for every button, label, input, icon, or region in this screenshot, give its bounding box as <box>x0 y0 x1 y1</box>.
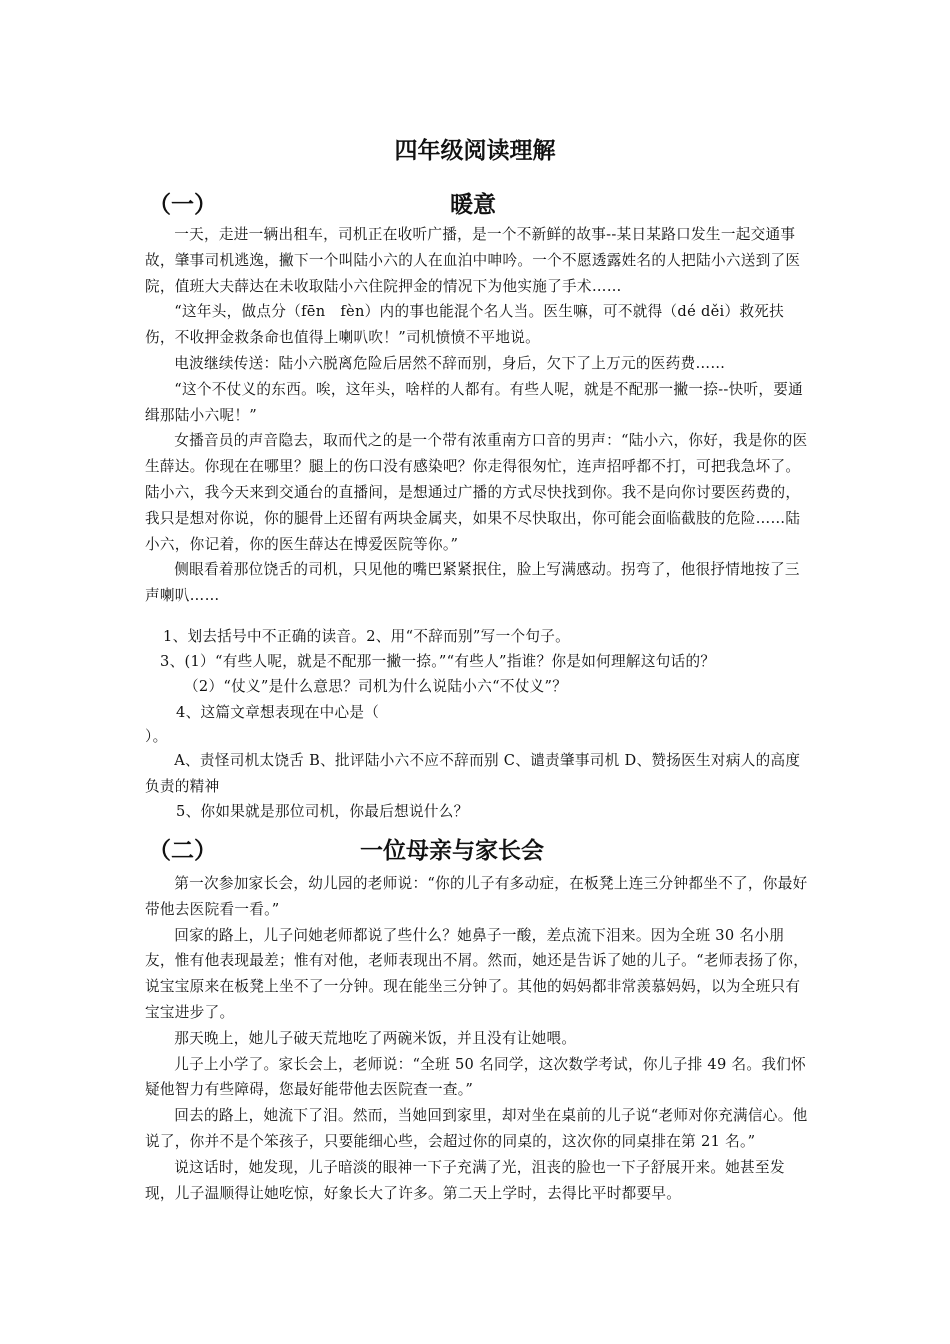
paragraph: “这年头，做点分（fēn fèn）内的事也能混个名人当。医生嘛，可不就得（dé děi）救死扶伤，不收押金救条命也值得上喇叭吹！”司机愤愤不平地说。 <box>145 303 785 347</box>
paragraph: 电波继续传送：陆小六脱离危险后居然不辞而别，身后，欠下了上万元的医药费…… <box>174 354 726 372</box>
paragraph: 侧眼看着那位饶舌的司机，只见他的嘴巴紧紧抿住，脸上写满感动。拐弯了，他很抒情地按了三声喇叭…… <box>145 561 800 605</box>
question-4-blank-end: ）。 <box>145 728 168 745</box>
paragraph: 那天晚上，她儿子破天荒地吃了两碗米饭，并且没有让她喂。 <box>174 1029 577 1047</box>
paragraph: 儿子上小学了。家长会上，老师说：“全班 50 名同学，这次数学考试，你儿子排 49 名。我们怀疑他智力有些障碍，您最好能带他去医院查一查。” <box>145 1055 807 1099</box>
section-1-title: 暖意 <box>450 192 496 218</box>
paragraph: 女播音员的声音隐去，取而代之的是一个带有浓重南方口音的男声：“陆小六，你好，我是你的医生薛达。你现在在哪里？腿上的伤口没有感染吧？你走得很匆忙，连声招呼都不打，可把我急坏了。陆小六，我今天来到交通台的直播间，是想通过广播的方式尽快找到你。我不是向你讨要医药费的，我只是想对你说，你的腿骨上还留有两块金属夹，如果不尽快取出，你可能会面临截肢的危险……陆小六，你记着，你的医生薛达在博爱医院等你。” <box>145 432 808 553</box>
section-2-title: 一位母亲与家长会 <box>360 838 544 864</box>
paragraph: 回去的路上，她流下了泪。然而，当她回到家里，却对坐在桌前的儿子说“老师对你充满信心。他说了，你并不是个笨孩子，只要能细心些，会超过你的同桌的，这次你的同桌排在第 21 名。” <box>145 1107 808 1150</box>
question-3-part-2: （2）“仗义”是什么意思？司机为什么说陆小六“不仗义”？ <box>184 678 568 695</box>
question-5: 5、你如果就是那位司机，你最后想说什么？ <box>176 803 469 820</box>
paragraph: 一天，走进一辆出租车，司机正在收听广播，是一个不新鲜的故事--某日某路口发生一起交通事故，肇事司机逃逸，撇下一个叫陆小六的人在血泊中呻吟。一个不愿透露姓名的人把陆小六送到了医院，值班大夫薛达在未收取陆小六住院押金的情况下为他实施了手术…… <box>145 226 801 295</box>
question-1-2: 1、划去括号中不正确的读音。2、用“不辞而别”写一个句子。 <box>163 628 571 645</box>
section-1-number: （一） <box>148 192 217 218</box>
question-4-options: A、责怪司机太饶舌 B、批评陆小六不应不辞而别 C、谴责肇事司机 D、赞扬医生对病人的高度负责的精神 <box>145 752 801 795</box>
paragraph: 说这话时，她发现，儿子暗淡的眼神一下子充满了光，沮丧的脸也一下子舒展开来。她甚至发现，儿子温顺得让她吃惊，好象长大了许多。第二天上学时，去得比平时都要早。 <box>145 1158 785 1202</box>
question-3-part-1: 3、(1）“有些人呢，就是不配那一撇一捺。”“有些人”指谁？你是如何理解这句话的？ <box>160 653 716 670</box>
paragraph: 回家的路上，儿子问她老师都说了些什么？她鼻子一酸，差点流下泪来。因为全班 30 名小朋友，惟有他表现最差；惟有对他，老师表现出不屑。然而，她还是告诉了她的儿子。“老师表扬了你，说宝宝原来在板凳上坐不了一分钟。现在能坐三分钟了。其他的妈妈都非常羡慕妈妈，以为全班只有宝宝进步了。 <box>145 926 809 1021</box>
section-2-passage <box>145 871 813 1206</box>
paragraph: “这个不仗义的东西。唉，这年头，啥样的人都有。有些人呢，就是不配那一撇一捺--快听，要通缉那陆小六呢！” <box>145 380 804 424</box>
section-1-passage <box>145 222 813 609</box>
paragraph: 第一次参加家长会，幼儿园的老师说：“你的儿子有多动症，在板凳上连三分钟都坐不了，你最好带他去医院看一看。” <box>145 875 808 918</box>
section-2-number: （二） <box>148 838 217 864</box>
page-title: 四年级阅读理解 <box>394 138 556 164</box>
question-4: 4、这篇文章想表现在中心是（ <box>176 704 380 721</box>
